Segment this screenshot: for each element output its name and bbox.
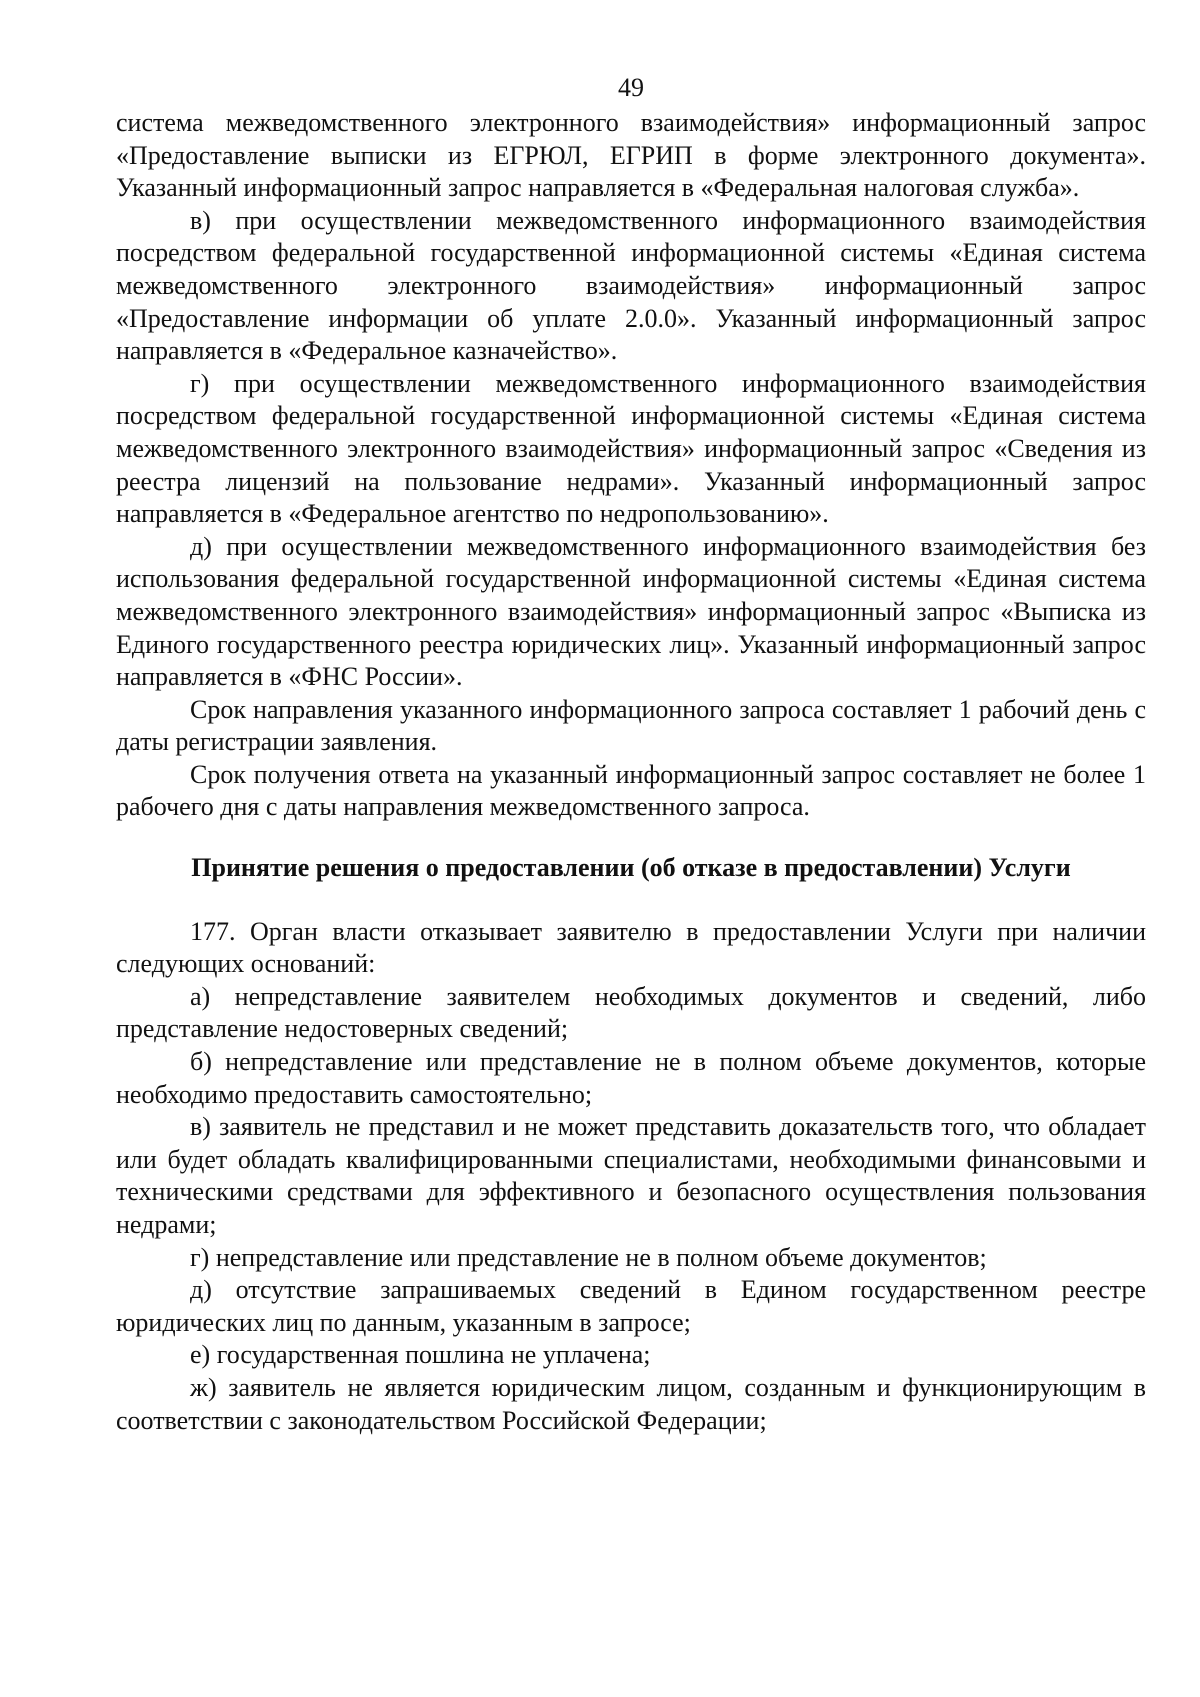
paragraph-item-g: г) при осуществлении межведомственного информационного взаимодействия посредством федеральной государственной информационной системы «Единая система межведомственного электронного взаимодействия» информационный запрос «Сведения из реестра лицензий на пользование недрами». Указанный информационный запрос направляется в «Федеральное агентство по недропользованию». bbox=[116, 368, 1146, 529]
list-item-v: в) заявитель не представил и не может представить доказательств того, что обладает или будет обладать квалифицированными специалистами, необходимыми финансовыми и техническими средствами для эффективного и безопасного осуществления пользования недрами; bbox=[116, 1112, 1146, 1239]
paragraph-request-deadline: Срок направления указанного информационного запроса составляет 1 рабочий день с даты регистрации заявления. bbox=[116, 694, 1146, 757]
list-item-a: а) непредставление заявителем необходимых документов и сведений, либо представление недостоверных сведений; bbox=[116, 981, 1146, 1044]
list-item-zh: ж) заявитель не является юридическим лицом, созданным и функционирующим в соответствии с законодательством Российской Федерации; bbox=[116, 1372, 1146, 1435]
paragraph-item-d: д) при осуществлении межведомственного информационного взаимодействия без использования федеральной государственной информационной системы «Единая система межведомственного электронного взаимодействия» информационный запрос «Выписка из Единого государственного реестра юридических лиц». Указанный информационный запрос направляется в «ФНС России». bbox=[116, 531, 1146, 692]
list-item-e: е) государственная пошлина не уплачена; bbox=[190, 1340, 651, 1370]
paragraph-item-v: в) при осуществлении межведомственного информационного взаимодействия посредством федеральной государственной информационной системы «Единая система межведомственного электронного взаимодействия» информационный запрос «Предоставление информации об уплате 2.0.0». Указанный информационный запрос направляется в «Федеральное казначейство». bbox=[116, 205, 1146, 366]
list-item-d: д) отсутствие запрашиваемых сведений в Едином государственном реестре юридических лиц по данным, указанным в запросе; bbox=[116, 1275, 1146, 1337]
document-body bbox=[116, 107, 1146, 1437]
section-heading: Принятие решения о предоставлении (об отказе в предоставлении) Услуги bbox=[191, 853, 1071, 883]
paragraph: система межведомственного электронного взаимодействия» информационный запрос «Предоставление выписки из ЕГРЮЛ, ЕГРИП в форме электронного документа». Указанный информационный запрос направляется в «Федеральная налоговая служба». bbox=[116, 108, 1146, 203]
paragraph-177: 177. Орган власти отказывает заявителю в предоставлении Услуги при наличии следующих оснований: bbox=[116, 916, 1146, 979]
list-item-b: б) непредставление или представление не в полном объеме документов, которые необходимо предоставить самостоятельно; bbox=[116, 1047, 1146, 1109]
list-item-g: г) непредставление или представление не в полном объеме документов; bbox=[190, 1242, 987, 1272]
paragraph-response-deadline: Срок получения ответа на указанный информационный запрос составляет не более 1 рабочего дня с даты направления межведомственного запроса. bbox=[116, 759, 1146, 822]
page-number: 49 bbox=[618, 73, 644, 102]
